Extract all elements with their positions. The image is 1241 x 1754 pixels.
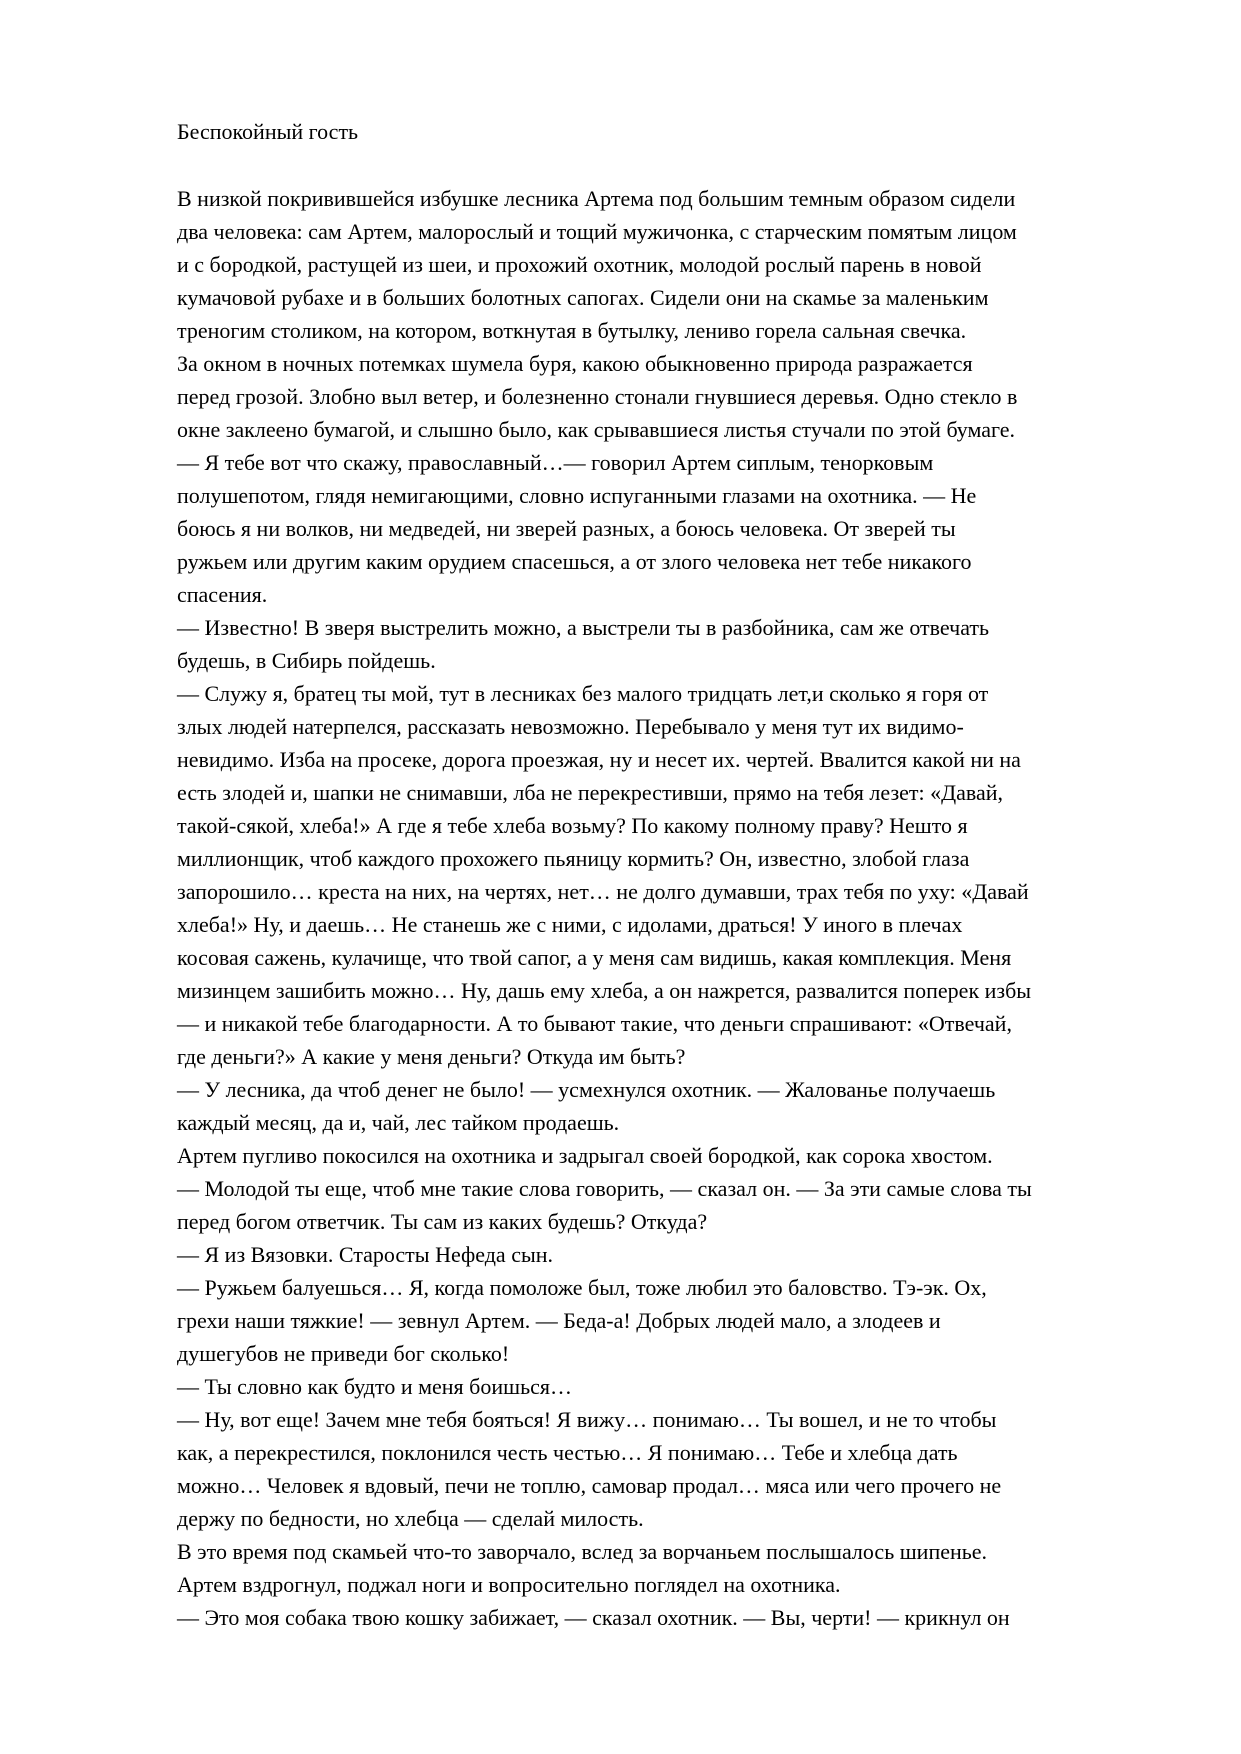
text-line: перед богом ответчик. Ты сам из каких будешь? Откуда? bbox=[177, 1209, 708, 1234]
text-line: — У лесника, да чтоб денег не было! — усмехнулся охотник. — Жалованье получаешь bbox=[177, 1077, 996, 1102]
text-line: В это время под скамьей что-то заворчало, вслед за ворчаньем послышалось шипенье. bbox=[177, 1539, 988, 1564]
text-line: ружьем или другим каким орудием спасешься, а от злого человека нет тебе никакого bbox=[177, 549, 972, 574]
text-line: каждый месяц, да и, чай, лес тайком продаешь. bbox=[177, 1110, 620, 1135]
text-line: — Ружьем балуешься… Я, когда помоложе был, тоже любил это баловство. Тэ-эк. Ох, bbox=[177, 1275, 987, 1300]
text-line: спасения. bbox=[177, 582, 268, 607]
text-line: — Известно! В зверя выстрелить можно, а выстрели ты в разбойника, сам же отвечать bbox=[177, 615, 990, 640]
text-line: есть злодей и, шапки не снимавши, лба не перекрестивши, прямо на тебя лезет: «Давай, bbox=[177, 780, 1004, 805]
text-line: где деньги?» А какие у меня деньги? Откуда им быть? bbox=[177, 1044, 686, 1069]
text-line: будешь, в Сибирь пойдешь. bbox=[177, 648, 436, 673]
text-line: можно… Человек я вдовый, печи не топлю, самовар продал… мяса или чего прочего не bbox=[177, 1473, 1002, 1498]
text-line: как, а перекрестился, поклонился честь честью… Я понимаю… Тебе и хлебца дать bbox=[177, 1440, 958, 1465]
text-line: треногим столиком, на котором, воткнутая в бутылку, лениво горела сальная свечка. bbox=[177, 318, 967, 343]
text-line: полушепотом, глядя немигающими, словно испуганными глазами на охотника. — Не bbox=[177, 483, 977, 508]
document-body bbox=[177, 182, 1177, 1634]
text-line: душегубов не приведи бог сколько! bbox=[177, 1341, 510, 1366]
text-line: грехи наши тяжкие! — зевнул Артем. — Беда-а! Добрых людей мало, а злодеев и bbox=[177, 1308, 941, 1333]
text-line: Артем пугливо покосился на охотника и задрыгал своей бородкой, как сорока хвостом. bbox=[177, 1143, 993, 1168]
text-line: кумачовой рубахе и в больших болотных сапогах. Сидели они на скамье за маленьким bbox=[177, 285, 989, 310]
text-line: запорошило… креста на них, на чертях, нет… не долго думавши, трах тебя по уху: «Давай bbox=[177, 879, 1029, 904]
text-line: — Ну, вот еще! Зачем мне тебя бояться! Я вижу… понимаю… Ты вошел, и не то чтобы bbox=[177, 1407, 997, 1432]
text-line: — Ты словно как будто и меня боишься… bbox=[177, 1374, 573, 1399]
text-line: злых людей натерпелся, рассказать невозможно. Перебывало у меня тут их видимо- bbox=[177, 714, 964, 739]
text-line: За окном в ночных потемках шумела буря, какою обыкновенно природа разражается bbox=[177, 351, 973, 376]
text-line: держу по бедности, но хлебца — сделай милость. bbox=[177, 1506, 644, 1531]
text-line: перед грозой. Злобно выл ветер, и болезненно стонали гнувшиеся деревья. Одно стекло в bbox=[177, 384, 1018, 409]
document-title: Беспокойный гость bbox=[177, 119, 359, 144]
text-line: — Я из Вязовки. Старосты Нефеда сын. bbox=[177, 1242, 554, 1267]
text-line: — Я тебе вот что скажу, православный…— говорил Артем сиплым, тенорковым bbox=[177, 450, 934, 475]
text-line: боюсь я ни волков, ни медведей, ни зверей разных, а боюсь человека. От зверей ты bbox=[177, 516, 956, 541]
text-line: — Молодой ты еще, чтоб мне такие слова говорить, — сказал он. — За эти самые слова ты bbox=[177, 1176, 1032, 1201]
text-line: — Служу я, братец ты мой, тут в лесниках без малого тридцать лет,и сколько я горя от bbox=[177, 681, 989, 706]
text-line: косовая сажень, кулачище, что твой сапог, а у меня сам видишь, какая комплекция. Меня bbox=[177, 945, 1012, 970]
text-line: — и никакой тебе благодарности. А то бывают такие, что деньги спрашивают: «Отвечай, bbox=[177, 1011, 1012, 1036]
text-line: хлеба!» Ну, и даешь… Не станешь же с ними, с идолами, драться! У иного в плечах bbox=[177, 912, 963, 937]
text-line: невидимо. Изба на просеке, дорога проезжая, ну и несет их. чертей. Ввалится какой ни на bbox=[177, 747, 1021, 772]
text-line: — Это моя собака твою кошку забижает, — сказал охотник. — Вы, черти! — крикнул он bbox=[177, 1605, 1010, 1630]
text-line: миллионщик, чтоб каждого прохожего пьяницу кормить? Он, известно, злобой глаза bbox=[177, 846, 970, 871]
text-line: мизинцем зашибить можно… Ну, дашь ему хлеба, а он нажрется, развалится поперек избы bbox=[177, 978, 1032, 1003]
text-line: такой-сякой, хлеба!» А где я тебе хлеба возьму? По какому полному праву? Нешто я bbox=[177, 813, 968, 838]
text-line: окне заклеено бумагой, и слышно было, как срывавшиеся листья стучали по этой бумаге. bbox=[177, 417, 1016, 442]
text-line: и с бородкой, растущей из шеи, и прохожий охотник, молодой рослый парень в новой bbox=[177, 252, 982, 277]
text-line: Артем вздрогнул, поджал ноги и вопросительно поглядел на охотника. bbox=[177, 1572, 841, 1597]
text-line: В низкой покривившейся избушке лесника Артема под большим темным образом сидели bbox=[177, 186, 1016, 211]
text-line: два человека: сам Артем, малорослый и тощий мужичонка, с старческим помятым лицом bbox=[177, 219, 1017, 244]
